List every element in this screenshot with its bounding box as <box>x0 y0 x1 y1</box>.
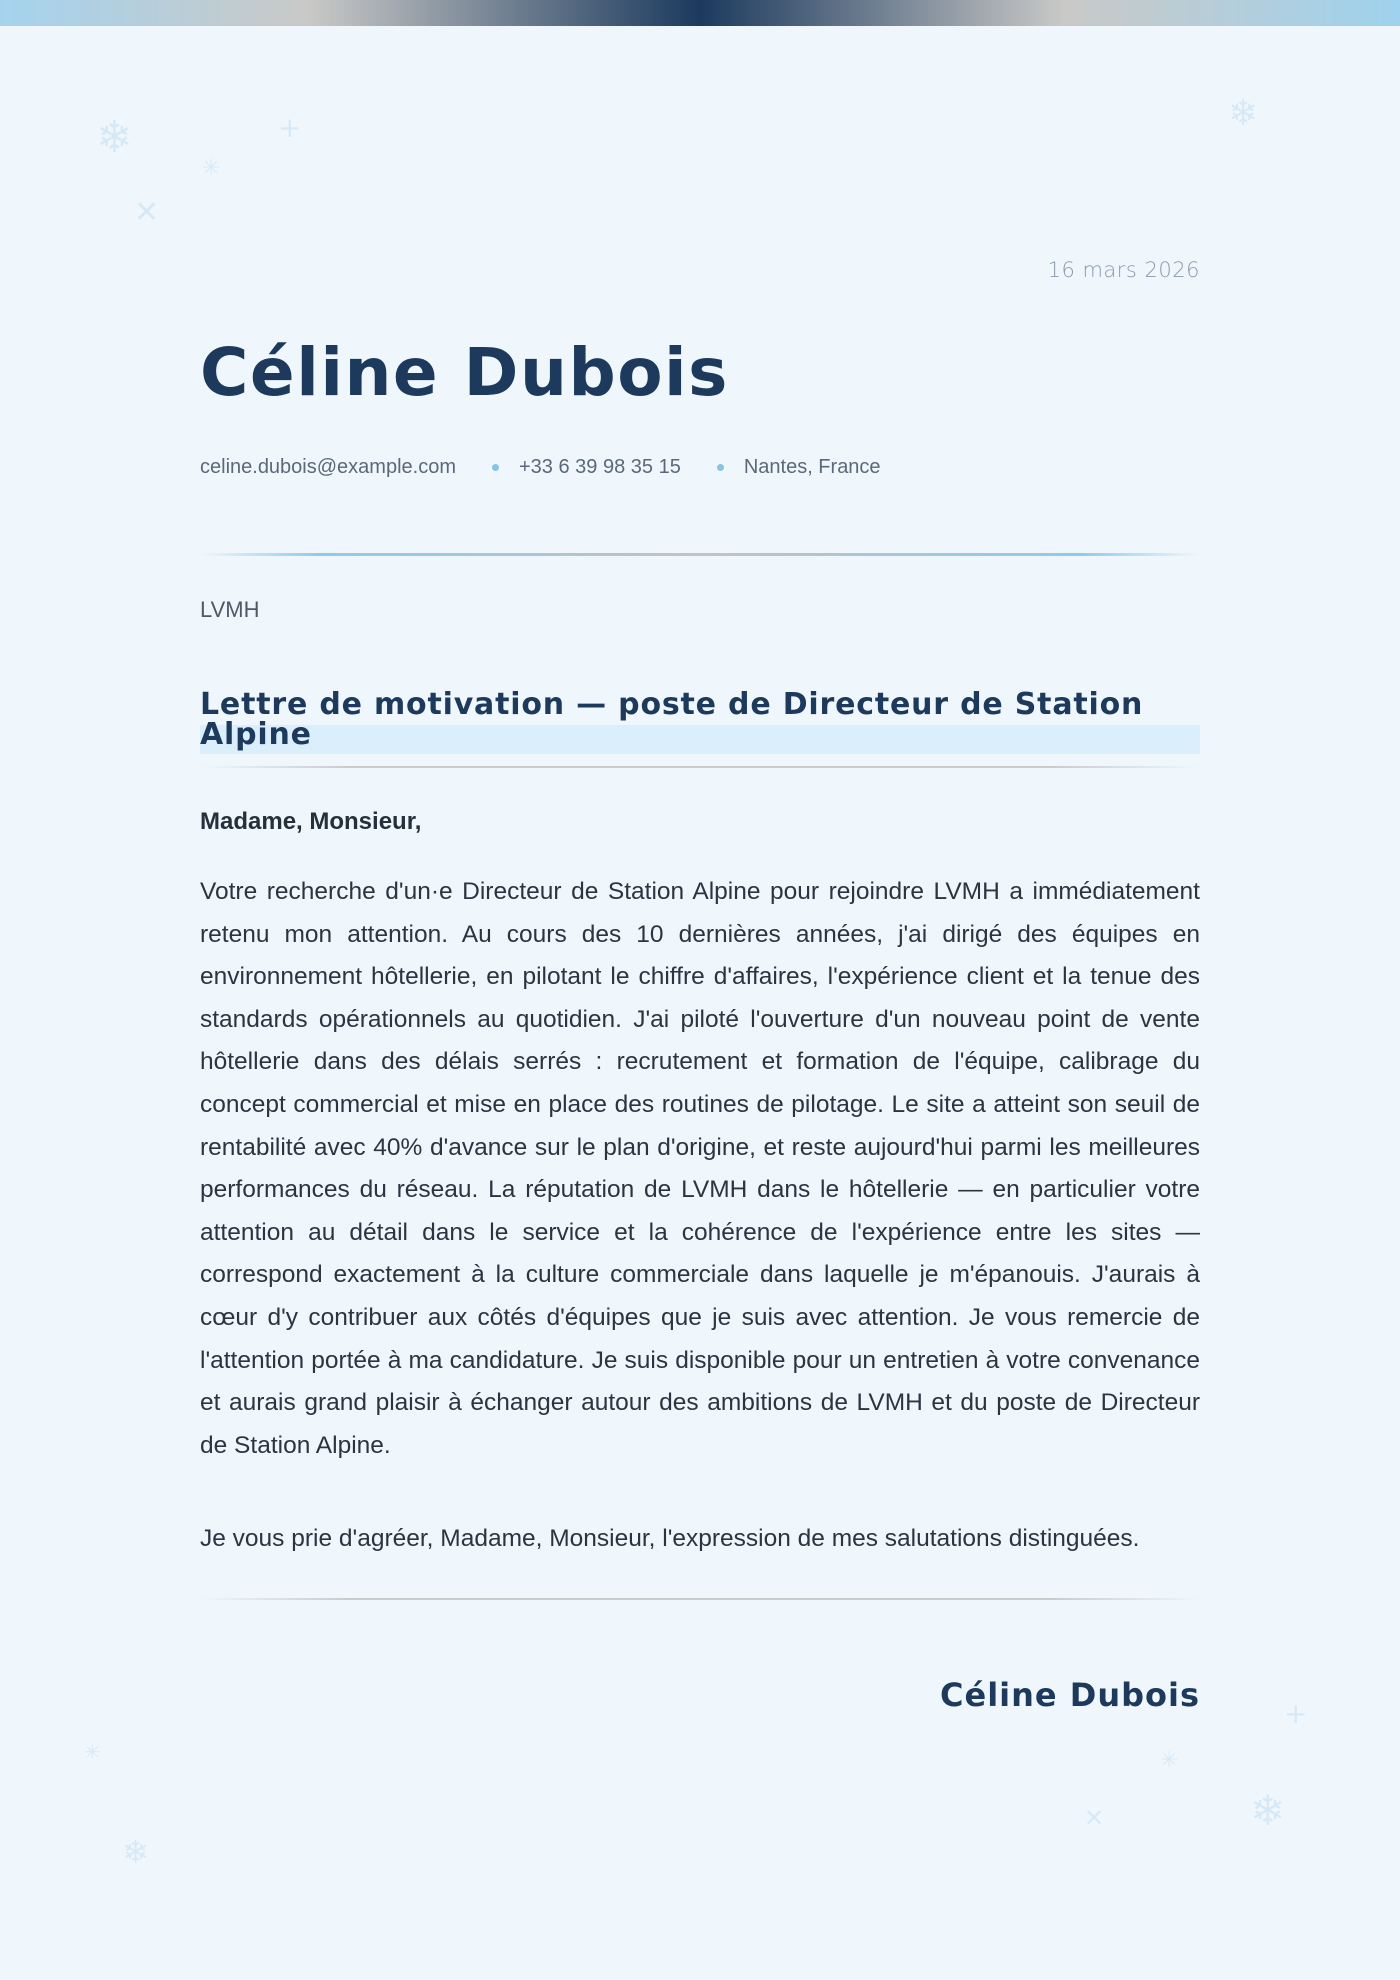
snowflake-icon: ❄ <box>1228 93 1259 134</box>
letter-body: Votre recherche d'un·e Directeur de Station Alpine pour rejoindre LVMH a immédiatement retenu mon attention. Au cours des 10 dernières années, j'ai dirigé des équipes en environnement hôtellerie, en pilotant le chiffre d'affaires, l'expérience client et la tenue des standards opérationnels au quotidien. J'ai piloté l'ouverture d'un nouveau point de vente hôtellerie dans des délais serrés : recrutement et formation de l'équipe, calibrage du concept commercial et mise en place des routines de pilotage. Le site a atteint son seuil de rentabilité avec 40% d'avance sur le plan d'origine, et reste aujourd'hui parmi les meilleures performances du réseau. La réputation de LVMH dans le hôtellerie — en particulier votre attention au détail dans le service et la cohérence de l'expérience entre les sites — correspond exactement à la culture commerciale dans laquelle je m'épanouis. J'aurais à cœur d'y contribuer aux côtés d'équipes que je suis avec attention. Je vous remercie de l'attention portée à ma candidature. Je suis disponible pour un entretien à votre convenance et aurais grand plaisir à échanger autour des ambitions de LVMH et du poste de Directeur de Station Alpine. <box>200 878 1200 1459</box>
sender-location: Nantes, France <box>743 456 881 478</box>
bullet-separator <box>492 464 499 471</box>
sender-phone: +33 6 39 98 35 15 <box>519 456 681 478</box>
bullet-separator <box>717 464 724 471</box>
top-gradient-bar <box>0 0 1400 26</box>
snowflake-icon: ❄ <box>96 112 133 163</box>
closing-divider <box>200 1598 1200 1600</box>
plus-icon: + <box>1284 1697 1308 1730</box>
letter-closing: Je vous prie d'agréer, Madame, Monsieur, l'expression de mes salutations distinguées. <box>200 1525 1140 1552</box>
letter-subject: Lettre de motivation — poste de Directeur de Station Alpine <box>200 690 1200 754</box>
contact-line <box>200 456 881 479</box>
header-divider <box>200 553 1200 556</box>
plus-icon: + <box>278 111 302 144</box>
cross-icon: ✕ <box>1084 1804 1105 1832</box>
subject-divider <box>200 766 1200 768</box>
sender-email: celine.dubois@example.com <box>200 456 456 478</box>
sparkle-icon: ✳ <box>202 156 221 181</box>
sender-name: Céline Dubois <box>200 334 729 411</box>
letter-date: 16 mars 2026 <box>1047 258 1200 282</box>
snowflake-icon: ❄ <box>122 1833 149 1871</box>
letter-greeting: Madame, Monsieur, <box>200 808 422 835</box>
cross-icon: ✕ <box>134 195 160 230</box>
recipient-company: LVMH <box>200 597 260 622</box>
signature: Céline Dubois <box>940 1676 1200 1714</box>
sparkle-icon: ✳ <box>84 1740 101 1764</box>
snowflake-icon: ❄ <box>1250 1786 1286 1835</box>
sparkle-icon: ✳ <box>1160 1748 1179 1773</box>
